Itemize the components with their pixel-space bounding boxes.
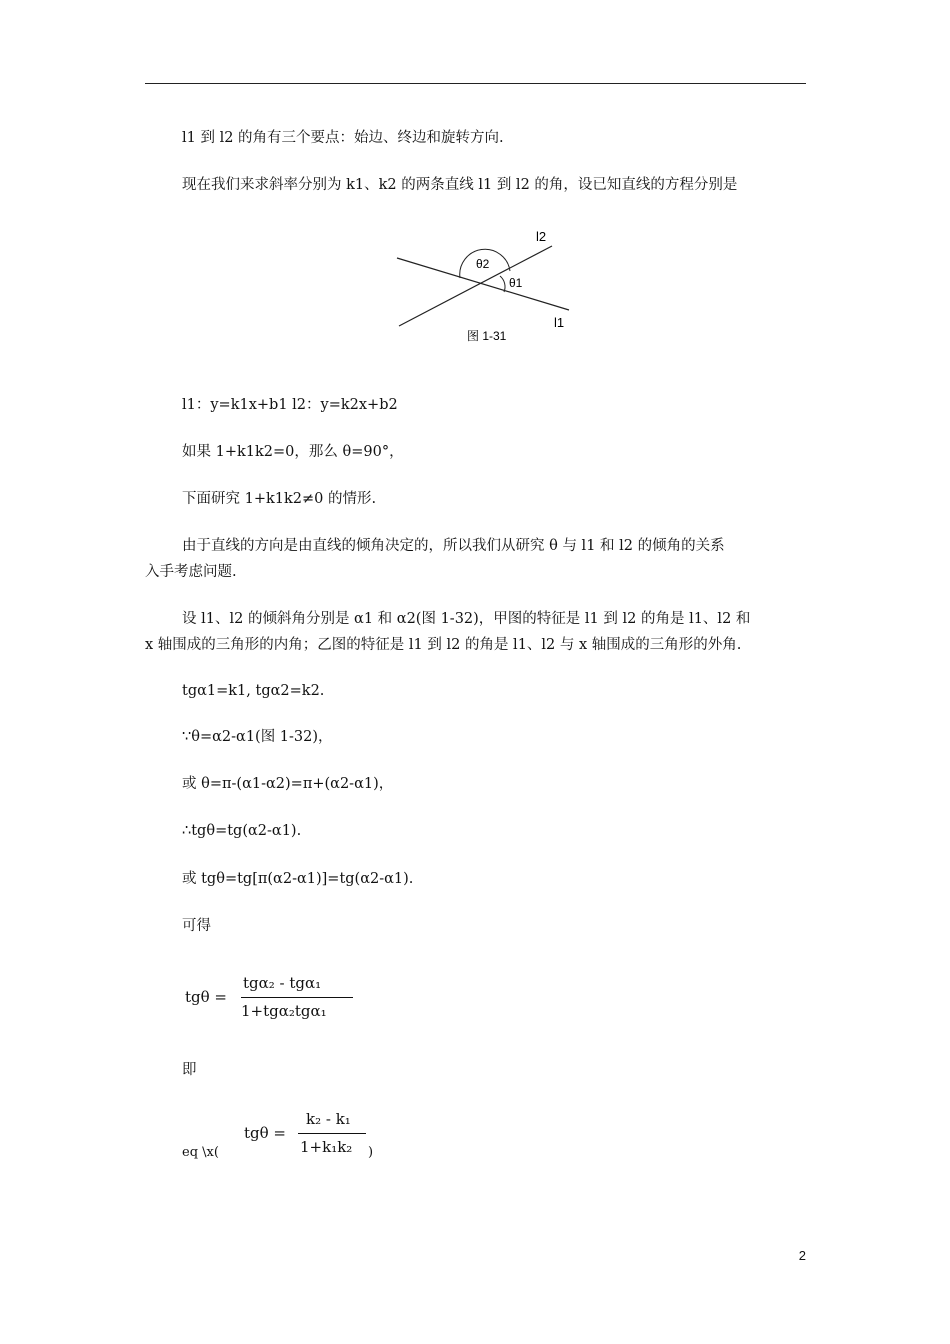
formula-denominator: 1+k₁k₂ (300, 1138, 353, 1156)
formula-lhs: tgθ = (244, 1124, 286, 1142)
label-theta1: θ1 (509, 276, 523, 290)
text-line: l1 到 l2 的角有三个要点：始边、终边和旋转方向. (182, 130, 504, 146)
formula-numerator: k₂ - k₁ (306, 1110, 351, 1128)
text-line: tgα1=k1, tgα2=k2. (182, 683, 325, 699)
formula-numerator: tgα₂ - tgα₁ (243, 974, 322, 992)
text-line: 现在我们来求斜率分别为 k1、k2 的两条直线 l1 到 l2 的角，设已知直线的方程分别是 (182, 177, 738, 193)
label-l1: l1 (554, 315, 565, 330)
text-line: l1：y=k1x+b1 l2：y=k2x+b2 (182, 397, 398, 413)
text-line: x 轴围成的三角形的内角；乙图的特征是 l1 到 l2 的角是 l1、l2 与 x 轴围成的三角形的外角. (145, 637, 742, 653)
formula-tg-theta-k (244, 1106, 374, 1166)
formula-lhs: tgθ = (185, 988, 227, 1006)
eq-field-close: ) (368, 1145, 374, 1160)
label-theta2: θ2 (476, 257, 490, 271)
text-line: 如果 1+k1k2=0，那么 θ=90°， (182, 444, 404, 460)
text-line: 即 (182, 1062, 197, 1078)
figure-1-31 (392, 223, 592, 348)
page-number: 2 (798, 1248, 806, 1263)
text-line: 设 l1、l2 的倾斜角分别是 α1 和 α2(图 1-32)，甲图的特征是 l1 到 l2 的角是 l1、l2 和 (182, 611, 751, 627)
text-line: ∵θ=α2-α1(图 1-32)， (182, 729, 333, 745)
formula-tg-theta (185, 968, 365, 1028)
eq-field-open: eq \x( (182, 1145, 219, 1160)
text-line: 入手考虑问题. (145, 564, 237, 580)
text-line: 由于直线的方向是由直线的倾角决定的，所以我们从研究 θ 与 l1 和 l2 的倾角的关系 (182, 538, 725, 554)
label-l2: l2 (536, 229, 547, 244)
figure-caption: 图 1-31 (467, 329, 507, 343)
formula-denominator: 1+tgα₂tgα₁ (241, 1002, 327, 1020)
text-line: 或 θ=π-(α1-α2)=π+(α2-α1)， (182, 776, 394, 792)
header-rule (145, 83, 806, 84)
text-line: 或 tgθ=tg[π(α2-α1)]=tg(α2-α1). (182, 871, 414, 887)
text-line: 下面研究 1+k1k2≠0 的情形. (182, 491, 377, 507)
text-line: 可得 (182, 918, 211, 934)
text-line: ∴tgθ=tg(α2-α1). (182, 823, 302, 839)
